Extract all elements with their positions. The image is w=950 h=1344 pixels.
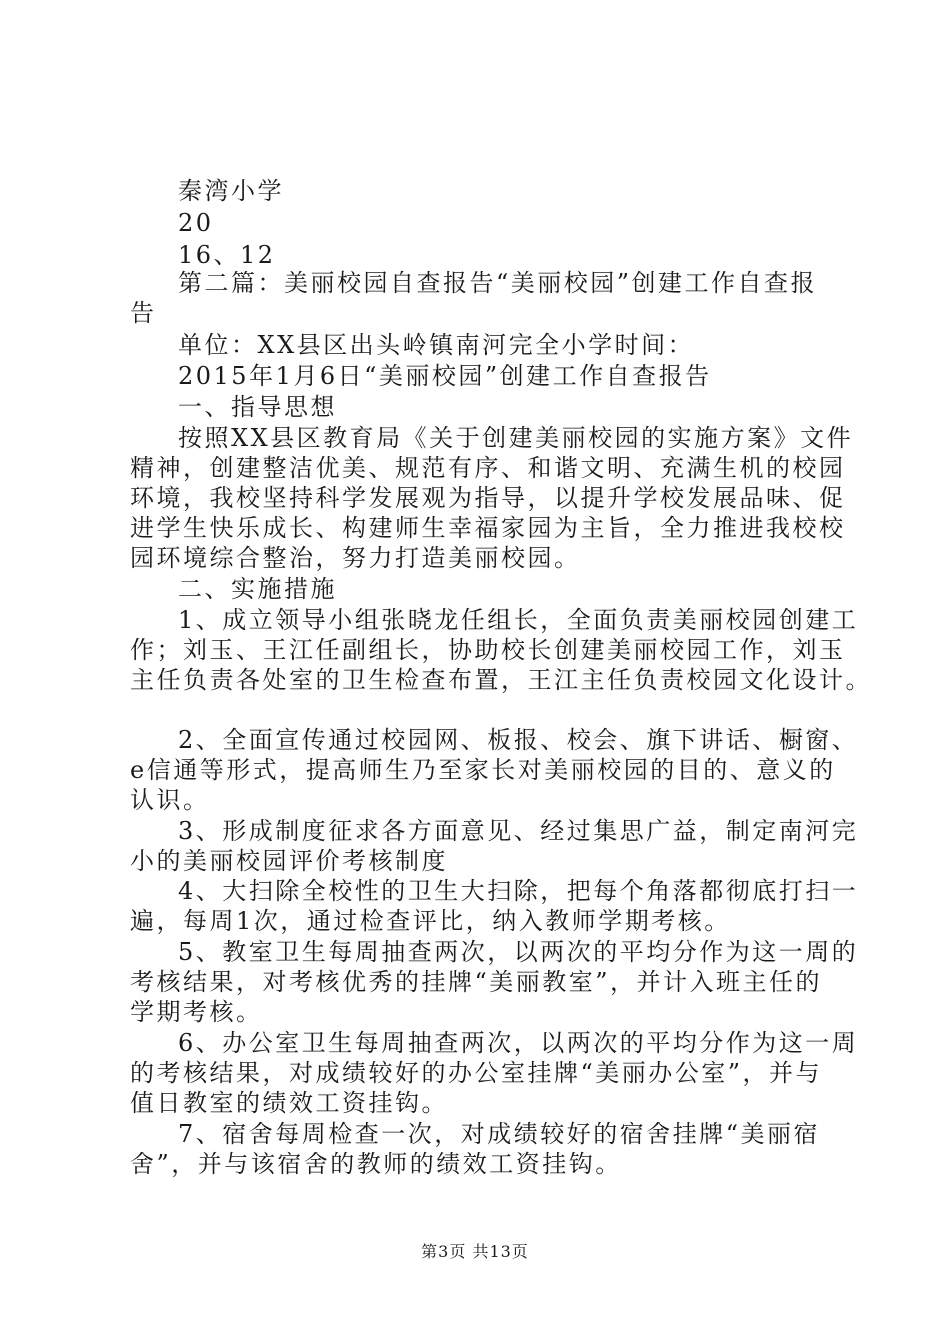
heading-measures: 二、实施措施 (178, 575, 337, 603)
paragraph-line: 2、全面宣传通过校园网、板报、校会、旗下讲话、橱窗、 (178, 726, 859, 754)
paragraph-line: e信通等形式，提高师生乃至家长对美丽校园的目的、意义的 (130, 756, 836, 784)
paragraph-line: 主任负责各处室的卫生检查布置，王江主任负责校园文化设计。 (130, 666, 872, 694)
paragraph-line: 舍”，并与该宿舍的教师的绩效工资挂钩。 (130, 1150, 622, 1178)
paragraph-line: 遍，每周1次，通过检查评比，纳入教师学期考核。 (130, 907, 731, 935)
page-footer: 第3页 共13页 (421, 1242, 529, 1261)
paragraph-line: 环境，我校坚持科学发展观为指导，以提升学校发展品味、促 (130, 484, 846, 512)
paragraph-line: 7、宿舍每周检查一次，对成绩较好的宿舍挂牌“美丽宿 (178, 1120, 821, 1148)
paragraph-line: 按照XX县区教育局《关于创建美丽校园的实施方案》文件 (178, 424, 854, 452)
paragraph-line: 3、形成制度征求各方面意见、经过集思广益，制定南河完 (178, 817, 859, 845)
paragraph-line: 6、办公室卫生每周抽查两次，以两次的平均分作为这一周 (178, 1029, 859, 1057)
paragraph-line: 1、成立领导小组张晓龙任组长，全面负责美丽校园创建工 (178, 606, 859, 634)
paragraph-line: 4、大扫除全校性的卫生大扫除，把每个角落都彻底打扫一 (178, 877, 859, 905)
unit-line: 单位：XX县区出头岭镇南河完全小学时间： (178, 331, 695, 359)
date-line-month: 16、12 (178, 241, 276, 269)
paragraph-line: 学期考核。 (130, 998, 263, 1026)
paragraph-line: 作；刘玉、王江任副组长，协助校长创建美丽校园工作，刘玉 (130, 636, 846, 664)
date-line-year: 20 (178, 209, 214, 237)
report-date-line: 2015年1月6日“美丽校园”创建工作自查报告 (178, 362, 712, 390)
paragraph-line: 进学生快乐成长、构建师生幸福家园为主旨，全力推进我校校 (130, 514, 846, 542)
heading-guiding-ideology: 一、指导思想 (178, 393, 337, 421)
paragraph-line: 小的美丽校园评价考核制度 (130, 847, 448, 875)
paragraph-line: 园环境综合整治，努力打造美丽校园。 (130, 544, 581, 572)
paragraph-line: 5、教室卫生每周抽查两次，以两次的平均分作为这一周的 (178, 938, 859, 966)
school-name-line: 秦湾小学 (178, 177, 284, 205)
paragraph-line: 认识。 (130, 786, 210, 814)
paragraph-line: 的考核结果，对成绩较好的办公室挂牌“美丽办公室”，并与 (130, 1059, 823, 1087)
paragraph-line: 精神，创建整洁优美、规范有序、和谐文明、充满生机的校园 (130, 454, 846, 482)
paragraph-line: 考核结果，对考核优秀的挂牌“美丽教室”，并计入班主任的 (130, 968, 823, 996)
section-title-line: 第二篇：美丽校园自查报告“美丽校园”创建工作自查报 (178, 269, 818, 297)
paragraph-line: 值日教室的绩效工资挂钩。 (130, 1089, 448, 1117)
section-title-line-cont: 告 (130, 299, 157, 327)
